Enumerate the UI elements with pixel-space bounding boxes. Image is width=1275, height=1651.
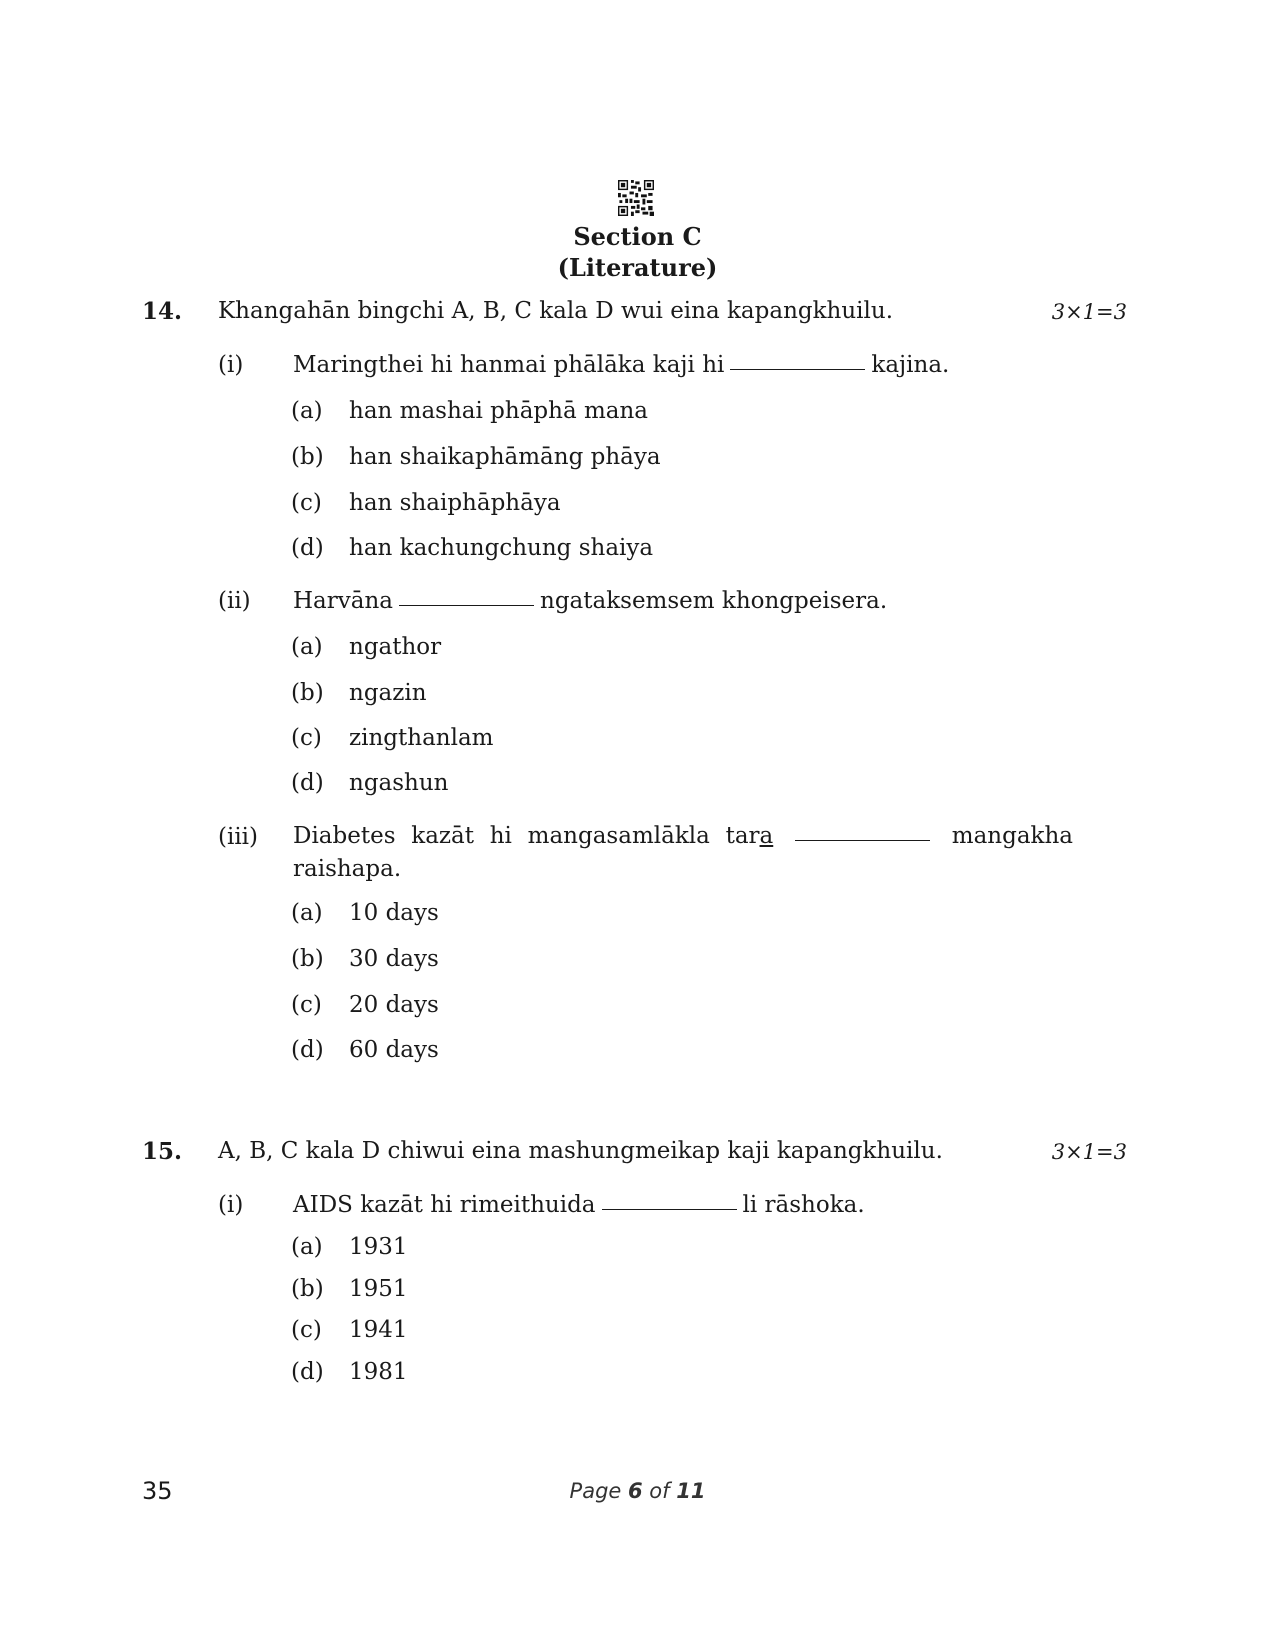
option-text: han mashai phāphā mana bbox=[349, 398, 649, 424]
q14-sub-ii-before: Harvāna bbox=[293, 588, 393, 614]
section-title: Section C bbox=[573, 222, 702, 251]
option-label: (c) bbox=[291, 490, 322, 516]
option-text: 1941 bbox=[349, 1317, 408, 1343]
option-text: 20 days bbox=[349, 992, 439, 1018]
option-text: 1931 bbox=[349, 1234, 408, 1260]
question-14-text: Khangahān bingchi A, B, C kala D wui eina kapangkhuilu. bbox=[218, 298, 894, 324]
q14-sub-iii-after: mangakha raishapa. bbox=[293, 823, 1074, 882]
option-label: (c) bbox=[291, 992, 322, 1018]
option-label: (a) bbox=[291, 398, 323, 424]
qr-code-icon bbox=[618, 180, 654, 216]
option-label: (b) bbox=[291, 1276, 324, 1302]
question-15-number: 15. bbox=[142, 1138, 183, 1165]
q14-sub-ii-text bbox=[293, 588, 1071, 614]
option-label: (a) bbox=[291, 1234, 323, 1260]
paper-code: 35 bbox=[142, 1477, 173, 1505]
q14-sub-iii-text bbox=[293, 820, 1073, 886]
q14-sub-i-label: (i) bbox=[218, 352, 244, 378]
option-label: (c) bbox=[291, 1317, 322, 1343]
q14-sub-iii-label: (iii) bbox=[218, 824, 259, 850]
q14-sub-i-before: Maringthei hi hanmai phālāka kaji hi bbox=[293, 352, 725, 378]
q14-sub-ii-label: (ii) bbox=[218, 588, 251, 614]
page-number bbox=[0, 1479, 1275, 1503]
q14-sub-ii-after: ngataksemsem khongpeisera. bbox=[540, 588, 888, 614]
option-label: (d) bbox=[291, 770, 324, 796]
option-label: (d) bbox=[291, 535, 324, 561]
answer-blank bbox=[602, 1208, 737, 1210]
q14-sub-iii-underlined: a bbox=[759, 823, 774, 849]
page-of: of bbox=[642, 1479, 677, 1503]
q14-sub-iii-before: Diabetes kazāt hi mangasamlākla tar bbox=[293, 823, 760, 849]
option-text: ngazin bbox=[349, 680, 427, 706]
question-15-marks: 3×1=3 bbox=[1051, 1140, 1127, 1164]
option-label: (b) bbox=[291, 680, 324, 706]
option-text: zingthanlam bbox=[349, 725, 494, 751]
page-total: 11 bbox=[676, 1479, 706, 1503]
answer-blank bbox=[730, 368, 865, 370]
option-text: 10 days bbox=[349, 900, 439, 926]
question-14-marks: 3×1=3 bbox=[1051, 300, 1127, 324]
page-current: 6 bbox=[628, 1479, 643, 1503]
option-text: han shaiphāphāya bbox=[349, 490, 561, 516]
option-text: ngathor bbox=[349, 634, 442, 660]
option-text: 1981 bbox=[349, 1359, 408, 1385]
option-label: (b) bbox=[291, 946, 324, 972]
option-text: han kachungchung shaiya bbox=[349, 535, 654, 561]
option-text: han shaikaphāmāng phāya bbox=[349, 444, 661, 470]
section-subtitle: (Literature) bbox=[557, 253, 718, 282]
option-label: (d) bbox=[291, 1037, 324, 1063]
option-label: (d) bbox=[291, 1359, 324, 1385]
option-text: ngashun bbox=[349, 770, 449, 796]
option-label: (b) bbox=[291, 444, 324, 470]
question-15-text: A, B, C kala D chiwui eina mashungmeikap kaji kapangkhuilu. bbox=[218, 1138, 943, 1164]
option-label: (a) bbox=[291, 634, 323, 660]
answer-blank bbox=[399, 604, 534, 606]
option-text: 1951 bbox=[349, 1276, 408, 1302]
option-label: (c) bbox=[291, 725, 322, 751]
q14-sub-i-after: kajina. bbox=[871, 352, 950, 378]
option-label: (a) bbox=[291, 900, 323, 926]
question-14-number: 14. bbox=[142, 298, 183, 325]
q15-sub-i-label: (i) bbox=[218, 1192, 244, 1218]
q15-sub-i-after: li rāshoka. bbox=[742, 1192, 865, 1218]
option-text: 60 days bbox=[349, 1037, 439, 1063]
q14-sub-i-text bbox=[293, 352, 1071, 378]
answer-blank bbox=[795, 839, 930, 841]
q15-sub-i-text bbox=[293, 1192, 1071, 1218]
option-text: 30 days bbox=[349, 946, 439, 972]
page-prefix: Page bbox=[569, 1479, 628, 1503]
q15-sub-i-before: AIDS kazāt hi rimeithuida bbox=[293, 1192, 596, 1218]
